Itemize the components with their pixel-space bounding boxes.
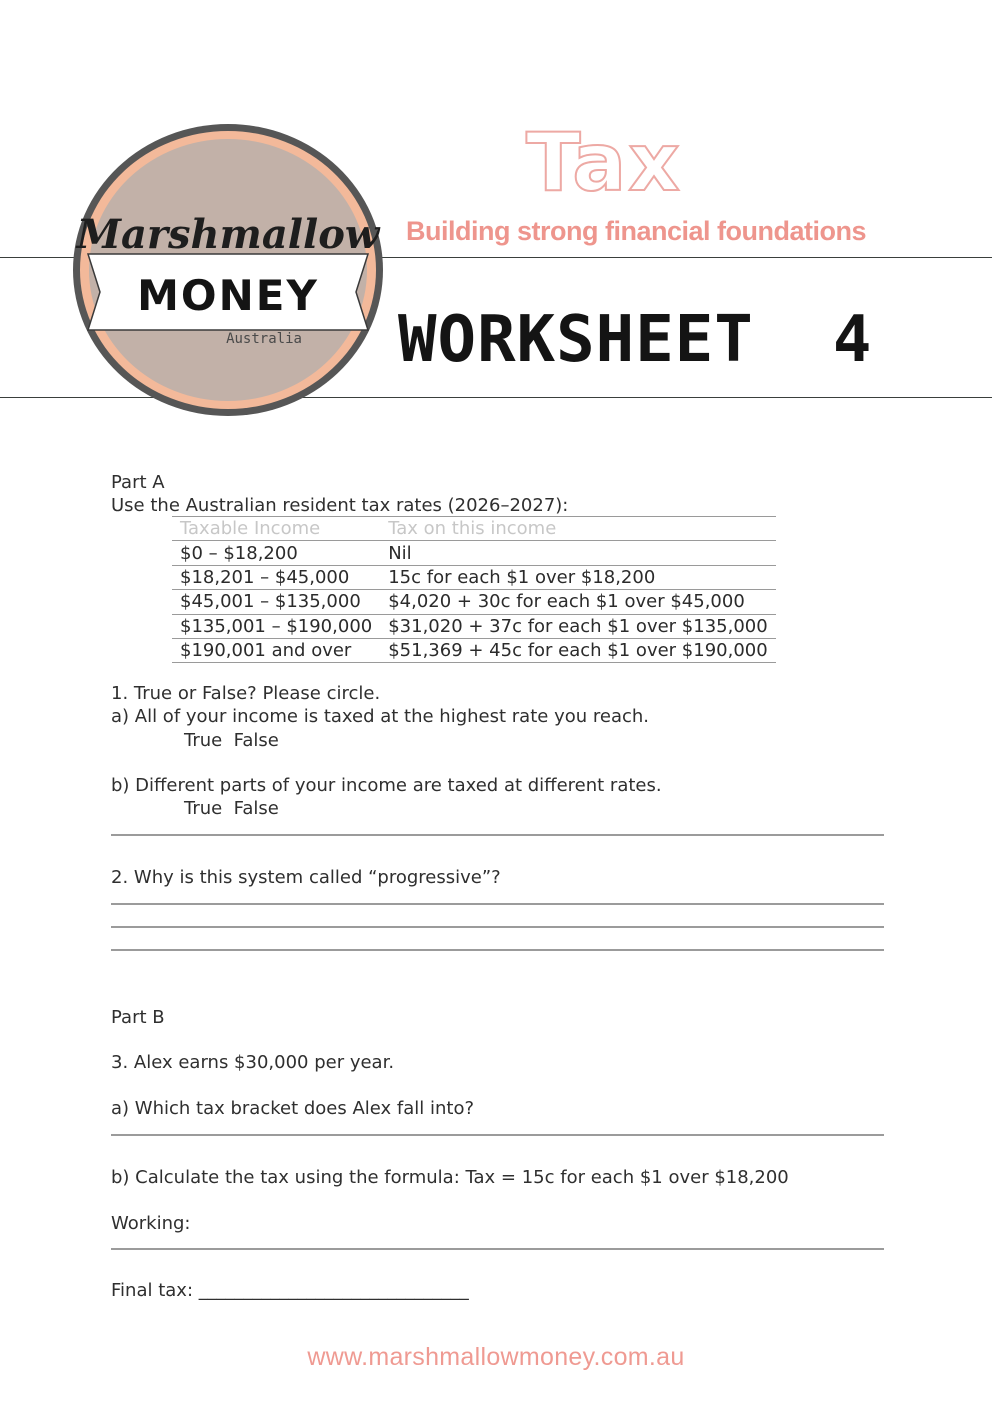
tax-cell: 15c for each $1 over $18,200 (380, 565, 775, 589)
income-cell: $18,201 – $45,000 (172, 565, 380, 589)
income-cell: $190,001 and over (172, 638, 380, 662)
working-line[interactable] (111, 1248, 884, 1250)
income-cell: $135,001 – $190,000 (172, 614, 380, 638)
question-2-prompt: 2. Why is this system called “progressive”? (111, 867, 501, 888)
question-1a-options[interactable]: True False (184, 730, 279, 751)
question-1a: a) All of your income is taxed at the highest rate you reach. (111, 706, 649, 727)
answer-line[interactable] (111, 949, 884, 951)
tax-cell: $31,020 + 37c for each $1 over $135,000 (380, 614, 775, 638)
table-row (172, 638, 776, 662)
table-row (172, 541, 776, 565)
answer-line[interactable] (111, 1134, 884, 1136)
tax-cell: $4,020 + 30c for each $1 over $45,000 (380, 590, 775, 614)
worksheet-label: WORKSHEET 4 (398, 303, 873, 377)
column-header-tax: Tax on this income (380, 517, 775, 541)
footer-url[interactable]: www.marshmallowmoney.com.au (307, 1343, 685, 1371)
marshmallow-money-logo (72, 122, 384, 418)
svg-text:Australia: Australia (226, 331, 302, 347)
question-3a: a) Which tax bracket does Alex fall into? (111, 1098, 475, 1119)
question-1b-options[interactable]: True False (184, 798, 279, 819)
question-1-prompt: 1. True or False? Please circle. (111, 683, 381, 704)
answer-line[interactable] (111, 903, 884, 905)
table-row (172, 565, 776, 589)
part-a-intro: Use the Australian resident tax rates (2026–2027): (111, 495, 569, 516)
svg-text:Marshmallow: Marshmallow (76, 211, 380, 258)
income-cell: $0 – $18,200 (172, 541, 380, 565)
part-a-heading: Part A (111, 472, 165, 493)
answer-line[interactable] (111, 926, 884, 928)
section-divider (111, 834, 884, 836)
tax-cell: $51,369 + 45c for each $1 over $190,000 (380, 638, 775, 662)
income-cell: $45,001 – $135,000 (172, 590, 380, 614)
part-b-heading: Part B (111, 1007, 165, 1028)
table-header-row (172, 517, 776, 541)
final-tax-field[interactable]: Final tax: ______________________________ (111, 1280, 469, 1301)
tax-cell: Nil (380, 541, 775, 565)
working-label: Working: (111, 1213, 191, 1234)
page-title: Tax (526, 116, 682, 209)
table-row (172, 614, 776, 638)
question-3-prompt: 3. Alex earns $30,000 per year. (111, 1052, 395, 1073)
tax-rates-table (172, 516, 776, 663)
question-1b: b) Different parts of your income are taxed at different rates. (111, 775, 662, 796)
table-row (172, 590, 776, 614)
svg-text:MONEY: MONEY (137, 271, 319, 320)
column-header-income: Taxable Income (172, 517, 380, 541)
question-3b: b) Calculate the tax using the formula: Tax = 15c for each $1 over $18,200 (111, 1167, 789, 1188)
tagline: Building strong financial foundations (406, 216, 866, 246)
